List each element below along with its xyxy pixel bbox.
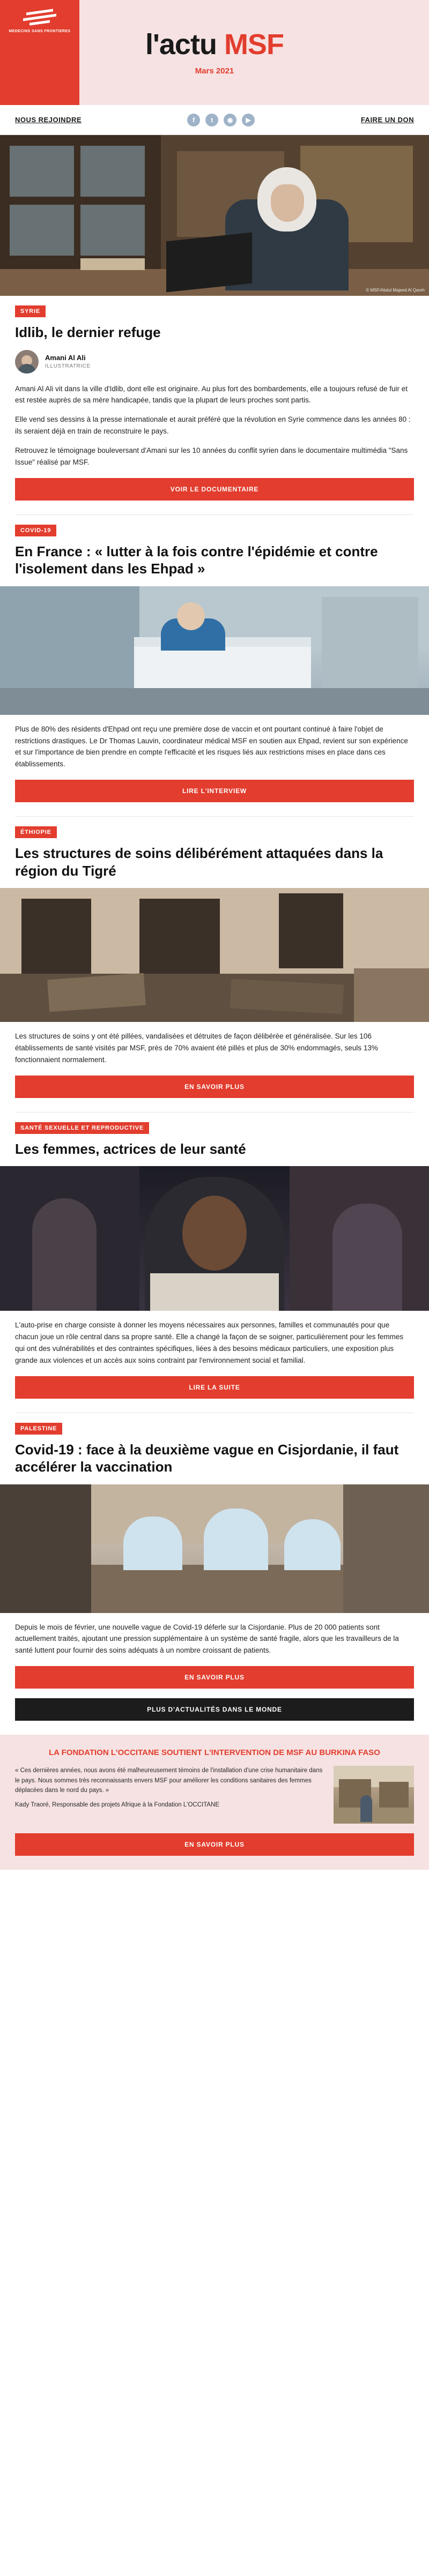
- article-tag: SANTÉ SEXUELLE ET REPRODUCTIVE: [15, 1122, 149, 1134]
- promo-photo: [334, 1766, 414, 1824]
- article-tag: ÉTHIOPIE: [15, 826, 57, 838]
- article-headline: Covid-19 : face à la deuxième vague en Cisjordanie, il faut accélérer la vaccination: [15, 1441, 399, 1475]
- article-tag: PALESTINE: [15, 1423, 62, 1435]
- article-paragraph: Elle vend ses dessins à la presse internationale et aurait préféré que la révolution en Syrie commence dans les années 80 : ils seraient déjà en train de reconstruire le pays.: [15, 415, 411, 436]
- msf-logo-icon: [23, 10, 56, 26]
- photo-credit: © MSF/Abdul Majeed Al Qareh: [366, 288, 425, 293]
- article-paragraph: Retrouvez le témoignage bouleversant d'Amani sur les 10 années du conflit syrien dans le documentaire multimédia "Sans Issue" réalisé par MSF.: [15, 446, 408, 466]
- promo-attribution: Kady Traoré, Responsable des projets Afrique à la Fondation L'OCCITANE: [15, 1801, 220, 1808]
- title-accent: MSF: [224, 28, 284, 61]
- promo-title: LA FONDATION L'OCCITANE SOUTIENT L'INTERVENTION DE MSF AU BURKINA FASO: [49, 1748, 380, 1758]
- article-sante-sexuelle: [0, 1112, 429, 1413]
- article-paragraph: Amani Al Ali vit dans la ville d'Idlib, dont elle est originaire. Au plus fort des bombardements, elle a toujours refusé de fuir et est restée auprès de sa mère handicapée, tandis que la plupart de leurs proches sont partis.: [15, 384, 408, 405]
- promo-quote-text: « Ces dernières années, nous avons été malheureusement témoins de l'installation d'une crise humanitaire dans le pays. Nous sommes très reconnaissants envers MSF pour améliorer les conditions sanitaires des femmes déplacées dans le nord du pays. »: [15, 1767, 323, 1794]
- byline: [15, 350, 414, 374]
- msf-logo[interactable]: [0, 0, 79, 105]
- article-paragraph: L'auto-prise en charge consiste à donner les moyens nécessaires aux personnes, familles et communautés pour que chacun joue un rôle central dans sa propre santé. Elle a changé la façon de se soigner, particulièrement pour les femmes qui ont des vulnérabilités et des contraintes spécifiques, liées à des besoins médicaux particuliers, une exposition plus grande aux violences et un accès aux soins contraint par l'environnement social et familial.: [15, 1321, 404, 1364]
- issue-date: Mars 2021: [195, 66, 234, 76]
- article-cta-button[interactable]: LIRE LA SUITE: [15, 1376, 414, 1399]
- article-headline: Les femmes, actrices de leur santé: [15, 1140, 246, 1157]
- masthead: [0, 0, 429, 105]
- article-palestine: [0, 1413, 429, 1735]
- more-news-button[interactable]: PLUS D'ACTUALITÉS DANS LE MONDE: [15, 1698, 414, 1721]
- article-cta-button[interactable]: EN SAVOIR PLUS: [15, 1666, 414, 1689]
- byline-role: ILLUSTRATRICE: [45, 363, 91, 369]
- article-tag: SYRIE: [15, 305, 46, 317]
- instagram-icon[interactable]: ◉: [224, 114, 236, 126]
- article-sante-sexuelle-photo: [0, 1166, 429, 1311]
- article-headline: Les structures de soins délibérément attaquées dans la région du Tigré: [15, 845, 383, 879]
- promo-quote: [15, 1766, 325, 1824]
- utility-bar: [0, 105, 429, 135]
- title-main: l'actu: [145, 28, 217, 61]
- article-cta-button[interactable]: VOIR LE DOCUMENTAIRE: [15, 478, 414, 501]
- article-paragraph: Plus de 80% des résidents d'Ehpad ont reçu une première dose de vaccin et ont pourtant continué à faire l'objet de restrictions drastiques. Le Dr Thomas Lauvin, coordinateur médical MSF en soutien aux Ehpad, revient sur son expérience et sur l'importance de bien prendre en compte l'efficacité et les risques liés aux restrictions mises en place dans ces établissements.: [15, 725, 408, 768]
- promo-block: [0, 1735, 429, 1870]
- youtube-icon[interactable]: ▶: [242, 114, 255, 126]
- article-headline: En France : « lutter à la fois contre l'épidémie et contre l'isolement dans les Ehpad »: [15, 543, 378, 577]
- article-cta-button[interactable]: LIRE L'INTERVIEW: [15, 780, 414, 802]
- avatar: [15, 350, 39, 374]
- article-palestine-photo: [0, 1484, 429, 1613]
- social-links: [82, 114, 361, 126]
- article-tag: COVID-19: [15, 525, 56, 536]
- promo-cta-button[interactable]: EN SAVOIR PLUS: [15, 1833, 414, 1856]
- article-ethiopie-photo: [0, 888, 429, 1022]
- article-paragraph: Depuis le mois de février, une nouvelle vague de Covid-19 déferle sur la Cisjordanie. Plus de 20 000 patients sont actuellement traités, ajoutant une pression supplémentaire à un système de santé fragile, alors que les travailleurs de la santé luttent pour fournir des soins adéquats à un nombre croissant de patients.: [15, 1623, 399, 1655]
- facebook-icon[interactable]: f: [187, 114, 200, 126]
- article-syrie-photo: [0, 135, 429, 296]
- masthead-title: [79, 30, 429, 76]
- article-covid-france-photo: [0, 586, 429, 715]
- article-covid-france: [0, 515, 429, 816]
- article-ethiopie: [0, 817, 429, 1112]
- article-paragraph: Les structures de soins y ont été pillées, vandalisées et détruites de façon délibérée et généralisée. Sur les 106 établissements de santé visités par MSF, près de 70% avaient été pillés et plus de 30% endommagés, seuls 13% fonctionnaient normalement.: [15, 1032, 378, 1064]
- byline-name: Amani Al Ali: [45, 354, 86, 362]
- article-cta-button[interactable]: EN SAVOIR PLUS: [15, 1076, 414, 1098]
- article-headline: Idlib, le dernier refuge: [15, 324, 161, 340]
- join-us-link[interactable]: NOUS REJOINDRE: [15, 116, 82, 124]
- donate-link[interactable]: FAIRE UN DON: [360, 116, 414, 124]
- msf-logo-label: MEDECINS SANS FRONTIERES: [9, 29, 71, 33]
- article-syrie: [0, 135, 429, 514]
- twitter-icon[interactable]: t: [205, 114, 218, 126]
